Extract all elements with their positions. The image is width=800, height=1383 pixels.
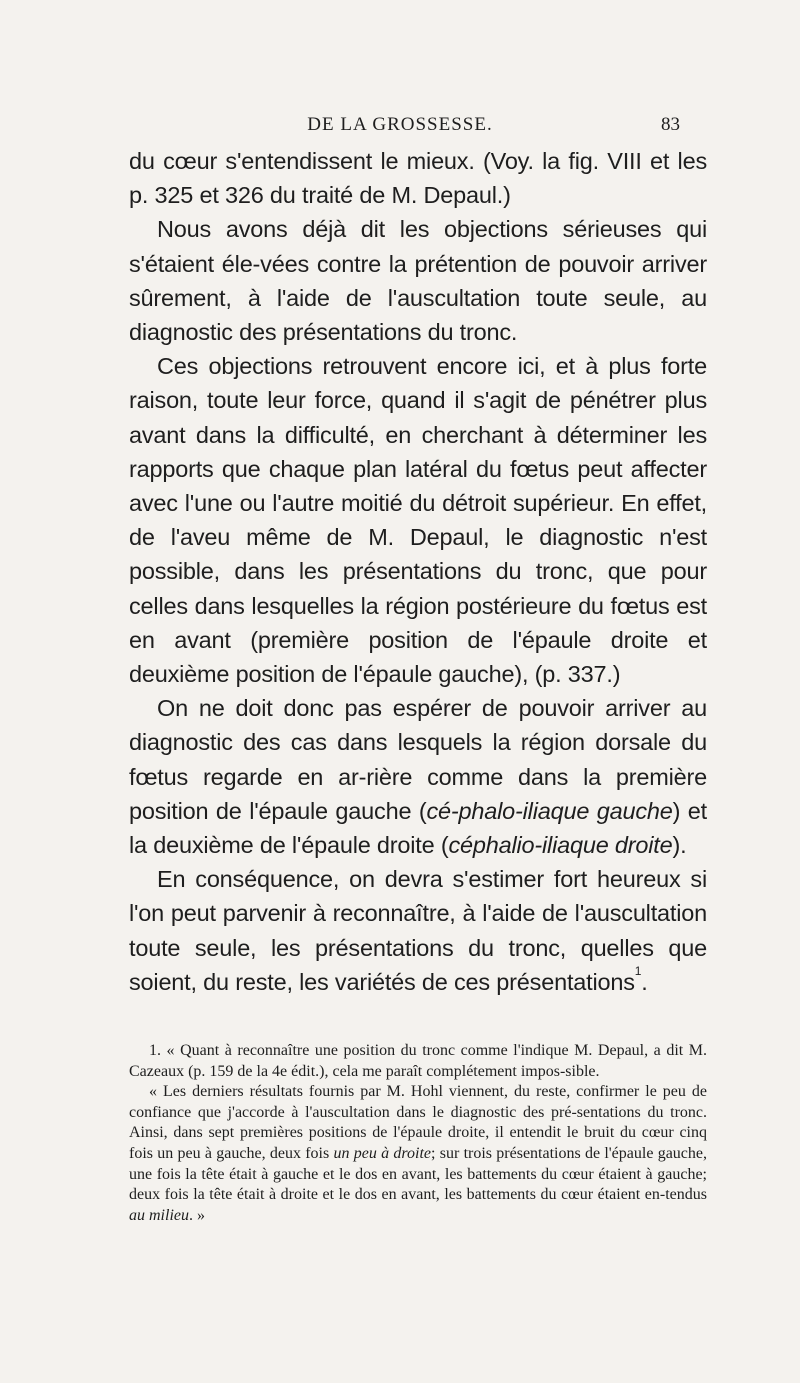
footnote-italic-1: un peu à droite xyxy=(333,1144,432,1162)
paragraph-5-text: En conséquence, on devra s'estimer fort heureux si l'on peut parvenir à reconnaître, à l'aide de l'auscultation toute seule, les présentations du tronc, quelles que soient, du reste, les variétés de ces présentations xyxy=(129,866,707,995)
footnote-1-continued xyxy=(129,1082,707,1226)
page-number: 83 xyxy=(661,114,680,135)
footnote-reference: 1 xyxy=(634,963,642,978)
paragraph-3: Ces objections retrouvent encore ici, et à plus forte raison, toute leur force, quand il s'agit de pénétrer plus avant dans la difficulté, en cherchant à déterminer les rapports que chaque plan latéral du fœtus peut affecter avec l'une ou l'autre moitié du détroit supérieur. En effet, de l'aveu même de M. Depaul, le diagnostic n'est possible, dans les présentations du tronc, que pour celles dans lesquelles la région postérieure du fœtus est en avant (première position de l'épaule droite et deuxième position de l'épaule gauche), (p. 337.) xyxy=(129,353,707,688)
paragraph-4-text-c: ). xyxy=(672,832,687,859)
paragraph-4-text-a: On ne doit donc pas espérer de pouvoir arriver au diagnostic des cas dans lesquels la région dorsale du fœtus regarde en ar-rière comme dans la première position de l'épaule gauche ( xyxy=(129,695,707,824)
paragraph-4 xyxy=(129,691,707,862)
paragraph-5 xyxy=(129,862,707,999)
footnote-text-b: ; sur trois présentations de l'épaule gauche, une fois la tête était à gauche et le dos en avant, les battements du cœur étaient à gauche; deux fois la tête était à droite et le dos en avant, les battements du cœur étaient en-tendus xyxy=(129,1144,708,1204)
paragraph-2: Nous avons déjà dit les objections sérieuses qui s'étaient éle-vées contre la prétention de pouvoir arriver sûrement, à l'aide de l'auscultation toute seule, au diagnostic des présentations du tronc. xyxy=(129,216,707,346)
footnote-text-c: . » xyxy=(189,1206,205,1224)
main-text xyxy=(129,144,707,999)
footnote-1: 1. « Quant à reconnaître une position du tronc comme l'indique M. Depaul, a dit M. Cazeaux (p. 159 de la 4e édit.), cela me paraît complétement impos-sible. xyxy=(129,1042,707,1080)
footnote-text-a: « Les derniers résultats fournis par M. Hohl viennent, du reste, confirmer le peu de confiance que j'accorde à l'auscultation dans le diagnostic des pré-sentations du tronc. Ainsi, dans sept premières positions de l'épaule droite, il entendit le bruit du cœur cinq fois un peu à gauche, deux fois xyxy=(129,1083,707,1162)
footnotes xyxy=(129,1041,707,1226)
paragraph-1: du cœur s'entendissent le mieux. (Voy. la fig. VIII et les p. 325 et 326 du traité de M. Depaul.) xyxy=(129,148,707,209)
footnote-italic-2: au milieu xyxy=(129,1206,189,1224)
running-head xyxy=(0,114,800,144)
paragraph-4-italic-1: cé-phalo-iliaque gauche xyxy=(426,797,673,824)
paragraph-4-text-b: ) et la deuxième de l'épaule droite ( xyxy=(129,797,707,859)
paragraph-4-italic-2: céphalio-iliaque droite xyxy=(448,832,673,859)
paragraph-5-end: . xyxy=(641,968,648,995)
running-head-title: DE LA GROSSESSE. xyxy=(307,114,493,135)
